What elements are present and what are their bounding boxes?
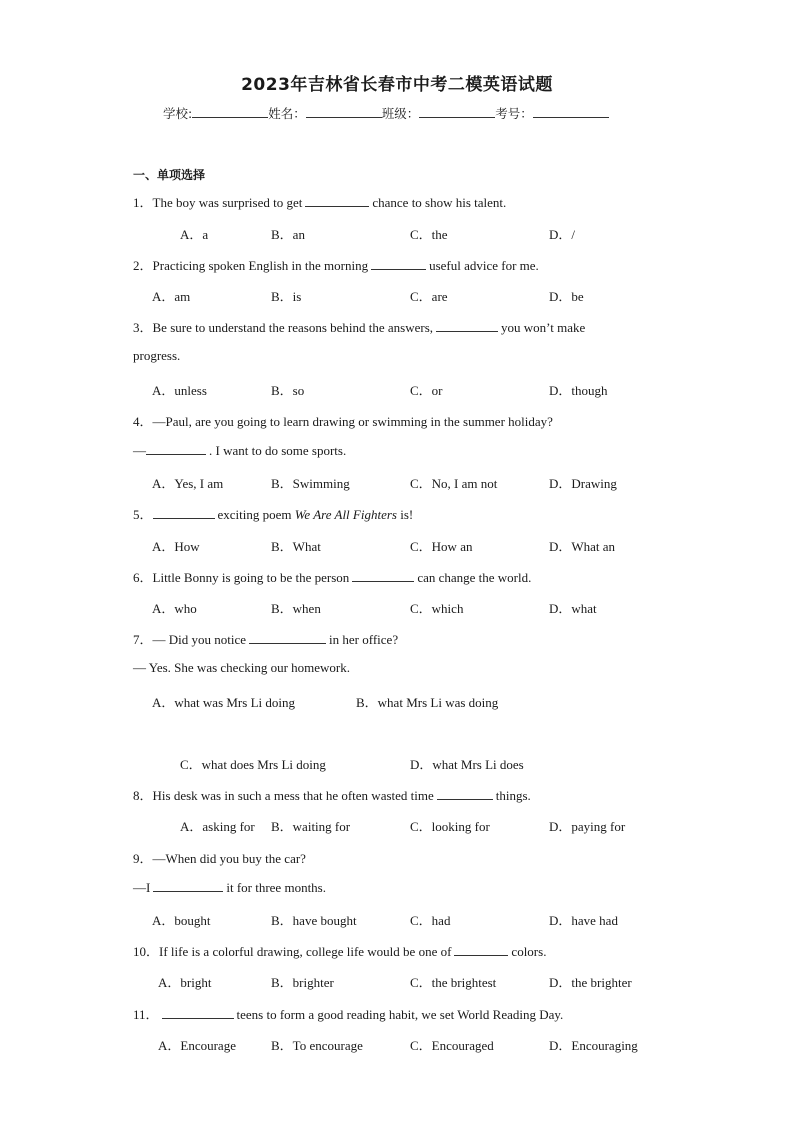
- question-number: 9．: [133, 851, 153, 866]
- option-a[interactable]: A．Yes, I am: [152, 476, 224, 491]
- question-6: [133, 567, 531, 586]
- question-number: 11．: [133, 1007, 159, 1022]
- option-c[interactable]: C．are: [410, 289, 448, 304]
- question-number: 7．: [133, 632, 153, 647]
- question-7-reply: — Yes. She was checking our homework.: [133, 660, 351, 675]
- option-b[interactable]: B．an: [271, 227, 305, 242]
- question-5: [133, 504, 413, 523]
- question-1: [133, 192, 506, 211]
- page-title: 2023年吉林省长春市中考二模英语试题: [241, 75, 553, 95]
- option-d[interactable]: D．paying for: [549, 819, 626, 834]
- question-text: —When did you buy the car?: [152, 851, 306, 866]
- question-number: 6．: [133, 570, 153, 585]
- option-a[interactable]: A．asking for: [180, 819, 255, 834]
- school-field[interactable]: [192, 103, 268, 118]
- question-text: —Paul, are you going to learn drawing or swimming in the summer holiday?: [152, 414, 553, 429]
- answer-blank: [162, 1006, 234, 1019]
- option-b[interactable]: B．what Mrs Li was doing: [356, 695, 499, 710]
- question-2: [133, 255, 539, 274]
- answer-blank: [371, 257, 426, 270]
- question-text: If life is a colorful drawing, college life would be one of: [159, 944, 452, 959]
- name-field[interactable]: [306, 103, 382, 118]
- option-d[interactable]: D．though: [549, 383, 608, 398]
- option-a[interactable]: A．unless: [152, 383, 207, 398]
- question-text: teens to form a good reading habit, we set World Reading Day.: [236, 1007, 564, 1022]
- question-text: His desk was in such a mess that he often wasted time: [152, 788, 434, 803]
- answer-blank: [249, 631, 326, 644]
- option-a[interactable]: A．bought: [152, 913, 211, 928]
- question-3-continued: progress.: [133, 348, 181, 363]
- answer-blank: [436, 319, 498, 332]
- question-text: Be sure to understand the reasons behind the answers,: [152, 320, 434, 335]
- option-a[interactable]: A．How: [152, 539, 200, 554]
- name-label: 姓名：: [268, 106, 306, 121]
- school-label: 学校:: [163, 106, 193, 121]
- question-number: 5．: [133, 507, 153, 522]
- question-text: in her office?: [329, 632, 399, 647]
- question-text: is!: [400, 507, 414, 522]
- option-d[interactable]: D．have had: [549, 913, 618, 928]
- option-d[interactable]: D．what: [549, 601, 597, 616]
- option-b[interactable]: B．so: [271, 383, 305, 398]
- question-7: [133, 629, 398, 648]
- option-d[interactable]: D．what Mrs Li does: [410, 757, 524, 772]
- question-text: — Did you notice: [152, 632, 247, 647]
- option-d[interactable]: D．be: [549, 289, 584, 304]
- option-d[interactable]: D．/: [549, 227, 576, 242]
- exam-number-label: 考号：: [495, 106, 533, 121]
- option-b[interactable]: B．What: [271, 539, 321, 554]
- option-b[interactable]: B．brighter: [271, 975, 334, 990]
- option-b[interactable]: B．is: [271, 289, 302, 304]
- answer-blank: [146, 442, 206, 455]
- option-d[interactable]: D．What an: [549, 539, 616, 554]
- answer-blank: [153, 879, 223, 892]
- question-number: 1．: [133, 195, 153, 210]
- question-4: [133, 411, 553, 430]
- option-b[interactable]: B．Swimming: [271, 476, 350, 491]
- question-9: [133, 848, 306, 867]
- answer-blank: [153, 506, 215, 519]
- question-10: [133, 941, 546, 960]
- dash: —: [133, 443, 146, 458]
- question-text: it for three months.: [226, 880, 326, 895]
- exam-number-field[interactable]: [533, 103, 609, 118]
- class-label: 班级：: [381, 106, 420, 121]
- question-11: [133, 1004, 563, 1023]
- question-text: The boy was surprised to get: [152, 195, 303, 210]
- class-field[interactable]: [419, 103, 495, 118]
- option-c[interactable]: C．How an: [410, 539, 473, 554]
- question-text: Little Bonny is going to be the person: [152, 570, 350, 585]
- answer-blank: [352, 569, 414, 582]
- dash: —I: [133, 880, 151, 895]
- question-text: Practicing spoken English in the morning: [152, 258, 369, 273]
- option-c[interactable]: C．the: [410, 227, 448, 242]
- option-a[interactable]: A．Encourage: [158, 1038, 236, 1053]
- option-c[interactable]: C．or: [410, 383, 443, 398]
- question-text: you won’t make: [501, 320, 586, 335]
- info-line: [163, 103, 609, 122]
- option-a[interactable]: A．bright: [158, 975, 212, 990]
- answer-blank: [305, 194, 369, 207]
- question-number: 4．: [133, 414, 153, 429]
- option-c[interactable]: C．which: [410, 601, 464, 616]
- question-text: exciting poem: [217, 507, 292, 522]
- answer-blank: [437, 787, 493, 800]
- option-a[interactable]: A．what was Mrs Li doing: [152, 695, 295, 710]
- option-d[interactable]: D．Encouraging: [549, 1038, 638, 1053]
- question-number: 3．: [133, 320, 153, 335]
- question-text: useful advice for me.: [429, 258, 539, 273]
- question-text: colors.: [511, 944, 547, 959]
- question-number: 10．: [133, 944, 160, 959]
- answer-blank: [454, 943, 508, 956]
- option-b[interactable]: B．waiting for: [271, 819, 351, 834]
- question-3: [133, 317, 585, 336]
- option-a[interactable]: A．am: [152, 289, 191, 304]
- option-c[interactable]: C．No, I am not: [410, 476, 498, 491]
- question-text: chance to show his talent.: [372, 195, 507, 210]
- option-b[interactable]: B．when: [271, 601, 321, 616]
- question-number: 8．: [133, 788, 153, 803]
- question-text: things.: [495, 788, 531, 803]
- option-c[interactable]: C．the brightest: [410, 975, 497, 990]
- question-8: [133, 785, 531, 804]
- option-c[interactable]: C．had: [410, 913, 451, 928]
- section-title: 一、单项选择: [133, 168, 206, 182]
- option-a[interactable]: A．who: [152, 601, 197, 616]
- question-4-reply: [133, 442, 346, 459]
- option-c[interactable]: C．looking for: [410, 819, 490, 834]
- option-b[interactable]: B．have bought: [271, 913, 357, 928]
- option-a[interactable]: A．a: [180, 227, 209, 242]
- question-text: can change the world.: [417, 570, 532, 585]
- option-d[interactable]: D．Drawing: [549, 476, 617, 491]
- option-c[interactable]: C．Encouraged: [410, 1038, 494, 1053]
- question-text: . I want to do some sports.: [209, 443, 347, 458]
- question-number: 2．: [133, 258, 153, 273]
- option-c[interactable]: C．what does Mrs Li doing: [180, 757, 326, 772]
- question-9-reply: [133, 879, 326, 896]
- option-b[interactable]: B．To encourage: [271, 1038, 363, 1053]
- option-d[interactable]: D．the brighter: [549, 975, 632, 990]
- poem-title: We Are All Fighters: [294, 507, 397, 522]
